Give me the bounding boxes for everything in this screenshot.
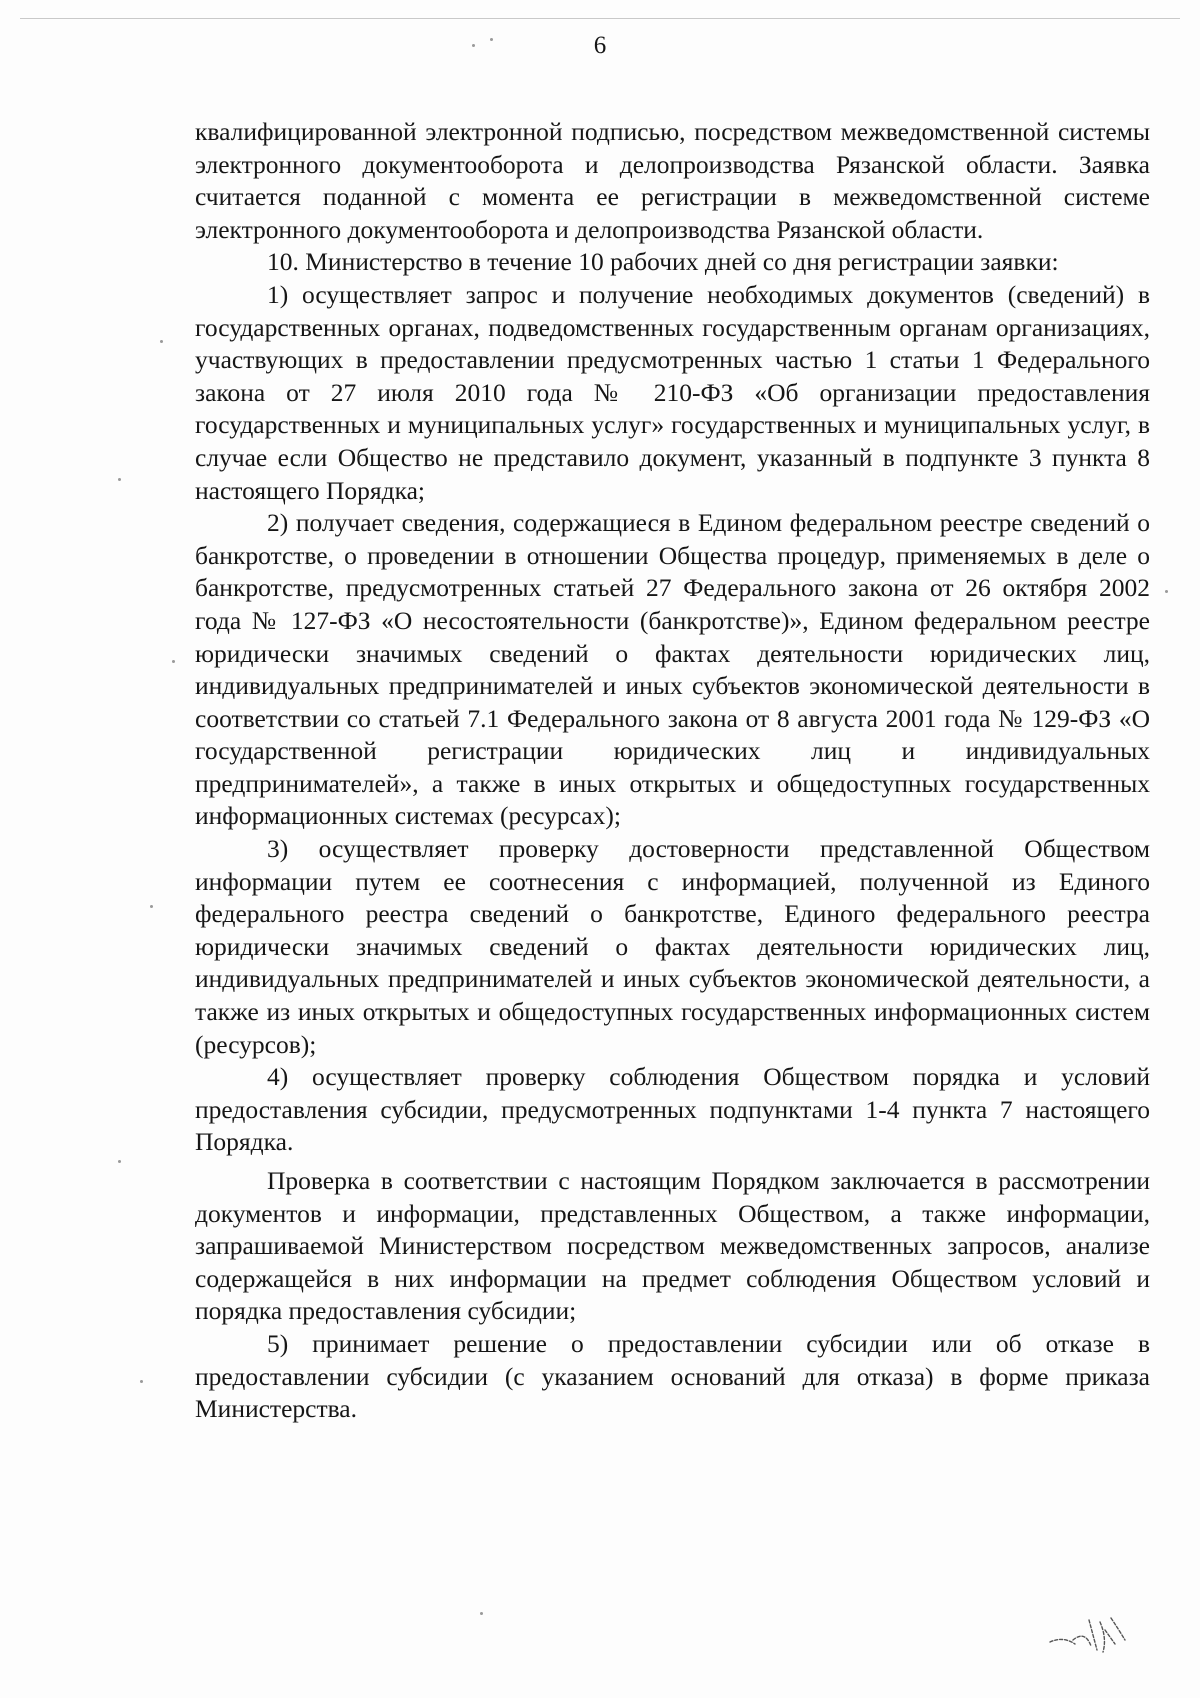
scan-speck [490,38,493,41]
scan-edge-line [20,18,1180,19]
paragraph-verification: Проверка в соответствии с настоящим Порядком заключается в рассмотрении документов и информации, представленных Обществом, а также информации, запрашиваемой Министерством посредством межведомственных запросов, анализе содержащейся в них информации на предмет соблюдения Обществом условий и порядка предоставления субсидии; [195,1166,1150,1326]
paragraph-subitem-2: 2) получает сведения, содержащиеся в Едином федеральном реестре сведений о банкротстве, о проведении в отношении Общества процедур, применяемых в деле о банкротстве, предусмотренных статьей 27 Федерального закона от 26 октября 2002 года № 127-ФЗ «О несостоятельности (банкротстве)», Едином федеральном реестре юридически значимых сведений о фактах деятельности юридических лиц, индивидуальных предпринимателей и иных субъектов экономической деятельности в соответствии со статьей 7.1 Федерального закона от 8 августа 2001 года № 129-ФЗ «О государственной регистрации юридических лиц и индивидуальных предпринимателей», а также в иных открытых и общедоступных государственных информационных системах (ресурсах); [195,508,1150,831]
paragraph-subitem-3: 3) осуществляет проверку достоверности представленной Обществом информации путем ее соотнесения с информацией, полученной из Единого федерального реестра сведений о банкротстве, Единого федерального реестра юридически значимых сведений о фактах деятельности юридических лиц, индивидуальных предпринимателей и иных субъектов экономической деятельности, а также из иных открытых и общедоступных государственных информационных систем (ресурсов); [195,834,1150,1059]
scan-speck [150,905,153,908]
scan-speck [118,478,121,481]
paragraph-continuation: квалифицированной электронной подписью, посредством межведомственной системы электронного документооборота и делопроизводства Рязанской области. Заявка считается поданной с момента ее регистрации в межведомственной системе электронного документооборота и делопроизводства Рязанской области. [195,117,1150,244]
scan-speck [1165,590,1168,593]
scan-speck [140,1380,143,1383]
scan-speck [172,660,175,663]
paragraph-subitem-1: 1) осуществляет запрос и получение необходимых документов (сведений) в государственных органах, подведомственных государственным органам организациях, участвующих в предоставлении предусмотренных частью 1 статьи 1 Федерального закона от 27 июля 2010 года № 210-ФЗ «Об организации предоставления государственных и муниципальных услуг» государственных и муниципальных услуг, в случае если Общество не представило документ, указанный в подпункте 3 пункта 8 настоящего Порядка; [195,279,1150,505]
scan-speck [118,1160,121,1163]
paragraph-item-10: 10. Министерство в течение 10 рабочих дней со дня регистрации заявки: [267,247,1059,277]
paragraph-subitem-5: 5) принимает решение о предоставлении субсидии или об отказе в предоставлении субсидии (с указанием оснований для отказа) в форме приказа Министерства. [195,1328,1150,1424]
signature-mark [1045,1600,1135,1660]
document-body [195,116,1150,1426]
scan-speck [472,44,475,47]
scan-speck [160,340,163,343]
paragraph-subitem-4: 4) осуществляет проверку соблюдения Обществом порядка и условий предоставления субсидии, предусмотренных подпунктами 1-4 пункта 7 настоящего Порядка. [195,1062,1150,1157]
scan-speck [480,1612,483,1615]
page-number: 6 [593,32,607,59]
